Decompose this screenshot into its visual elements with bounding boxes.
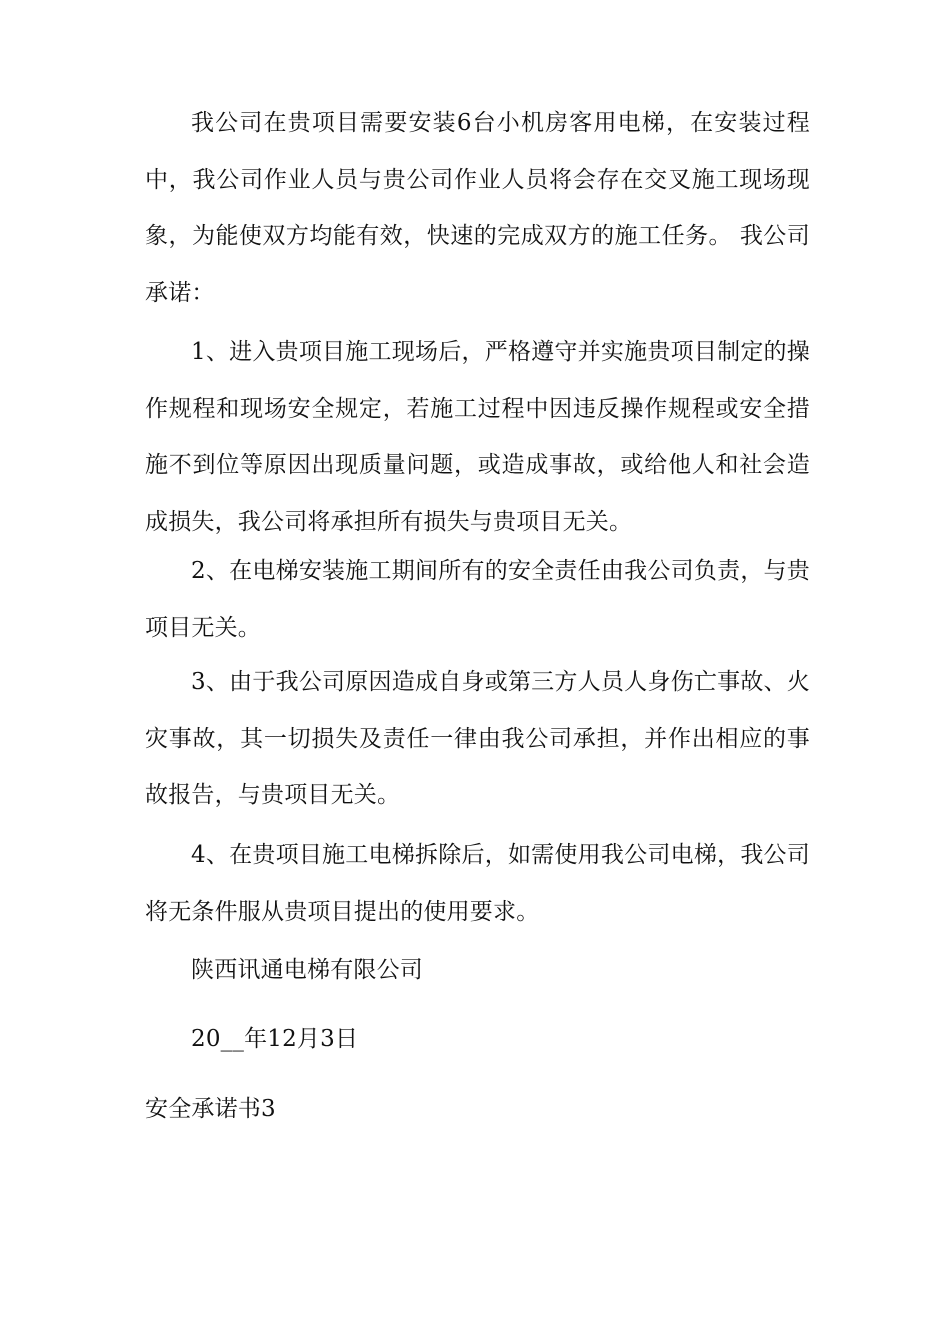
intro-paragraph: 我公司在贵项目需要安装6台小机房客用电梯，在安装过程中，我公司作业人员与贵公司作业人员将会存在交叉施工现场现象，为能使双方均能有效，快速的完成双方的施工任务。 我公司承诺：: [145, 110, 810, 306]
section-heading: 安全承诺书3: [145, 1096, 276, 1122]
commitment-item-3: 3、由于我公司原因造成自身或第三方人员人身伤亡事故、火灾事故，其一切损失及责任一律由我公司承担，并作出相应的事故报告，与贵项目无关。: [145, 669, 810, 808]
commitment-item-2: 2、在电梯安装施工期间所有的安全责任由我公司负责，与贵项目无关。: [145, 558, 810, 641]
commitment-item-4: 4、在贵项目施工电梯拆除后，如需使用我公司电梯，我公司将无条件服从贵项目提出的使用要求。: [145, 842, 810, 925]
company-signature: 陕西讯通电梯有限公司: [191, 957, 423, 983]
signature-date: 20__年12月3日: [191, 1026, 359, 1052]
commitment-item-1: 1、进入贵项目施工现场后，严格遵守并实施贵项目制定的操作规程和现场安全规定，若施工过程中因违反操作规程或安全措施不到位等原因出现质量问题，或造成事故，或给他人和社会造成损失，我公司将承担所有损失与贵项目无关。: [145, 339, 810, 535]
